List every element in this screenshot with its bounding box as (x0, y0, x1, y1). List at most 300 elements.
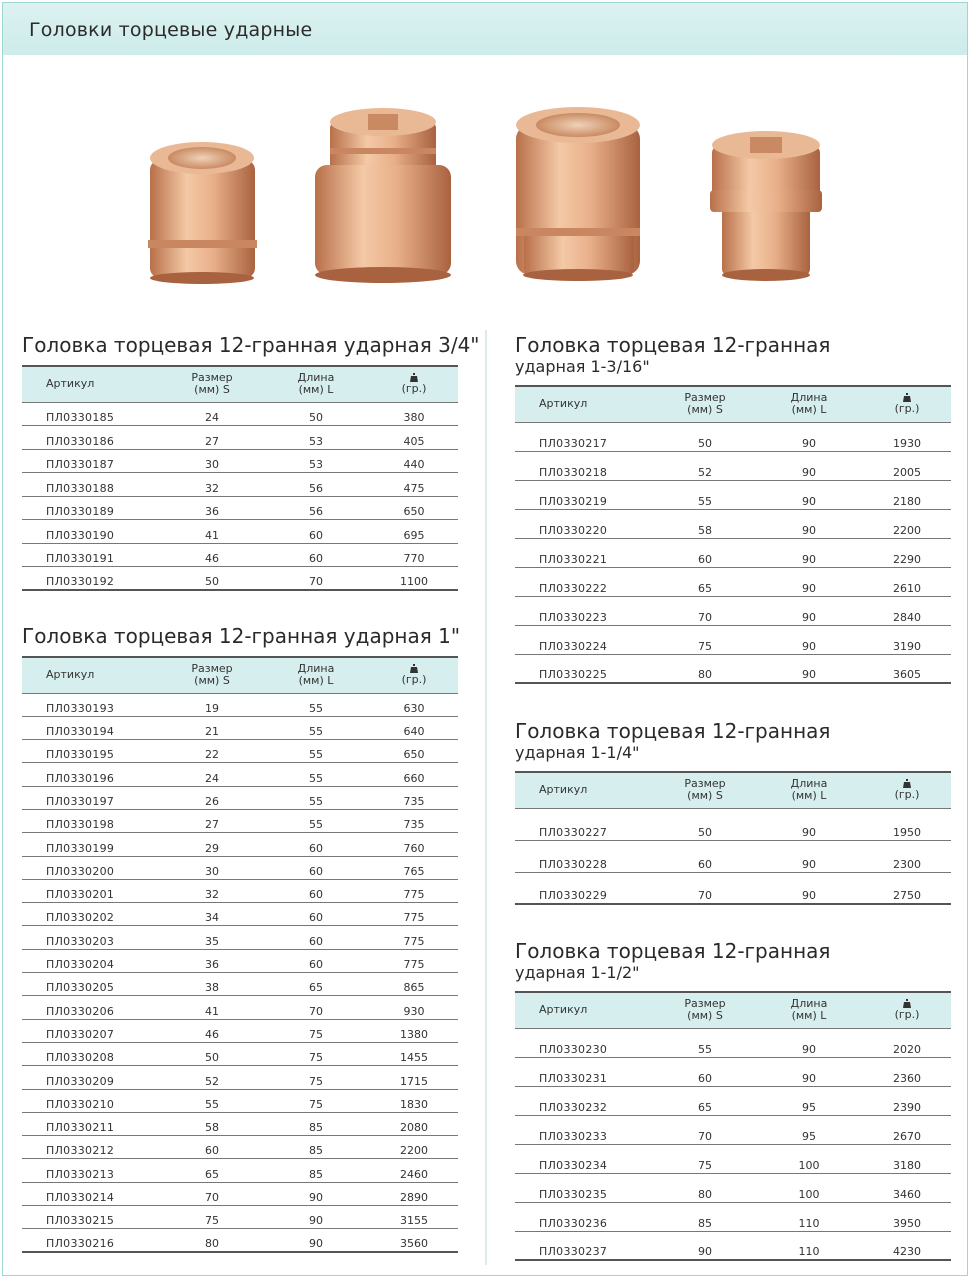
cell-length: 90 (755, 538, 863, 567)
column-header-length (755, 772, 863, 808)
cell-article: ПЛ0330205 (22, 973, 162, 996)
column-header-size-line1: Размер (684, 777, 726, 791)
weight-icon (903, 393, 911, 402)
column-divider (485, 330, 487, 1265)
cell-article: ПЛ0330236 (515, 1202, 655, 1231)
cell-size: 50 (655, 422, 755, 451)
cell-length: 90 (755, 509, 863, 538)
cell-size: 85 (655, 1202, 755, 1231)
cell-article: ПЛ0330213 (22, 1159, 162, 1182)
table-row (515, 596, 951, 625)
cell-article: ПЛ0330224 (515, 625, 655, 654)
section-socket-1 (22, 624, 460, 1253)
socket-small-square (710, 131, 822, 281)
cell-length: 85 (262, 1159, 370, 1182)
column-header-length (262, 657, 370, 693)
table-header-row (515, 992, 951, 1028)
table-row (22, 402, 458, 426)
cell-weight: 630 (370, 693, 458, 716)
cell-article: ПЛ0330230 (515, 1028, 655, 1057)
cell-length: 75 (262, 1066, 370, 1089)
cell-weight: 2610 (863, 567, 951, 596)
cell-length: 60 (262, 543, 370, 567)
weight-icon (903, 999, 911, 1008)
cell-length: 56 (262, 496, 370, 520)
section-socket-1-3-16 (515, 333, 951, 684)
cell-size: 75 (655, 625, 755, 654)
column-header-size (655, 992, 755, 1028)
cell-size: 34 (162, 903, 262, 926)
cell-article: ПЛ0330200 (22, 856, 162, 879)
page-header (3, 3, 967, 55)
cell-size: 36 (162, 949, 262, 972)
cell-size: 55 (655, 480, 755, 509)
spec-table (22, 365, 458, 591)
cell-weight: 3950 (863, 1202, 951, 1231)
cell-weight: 475 (370, 473, 458, 497)
cell-size: 46 (162, 1019, 262, 1042)
cell-weight: 2180 (863, 480, 951, 509)
cell-size: 32 (162, 879, 262, 902)
cell-size: 60 (655, 1057, 755, 1086)
cell-article: ПЛ0330189 (22, 496, 162, 520)
cell-size: 70 (162, 1182, 262, 1205)
cell-length: 90 (755, 840, 863, 872)
cell-length: 60 (262, 833, 370, 856)
cell-weight: 2750 (863, 872, 951, 904)
table-row (22, 1159, 458, 1182)
table-row (515, 1028, 951, 1057)
cell-length: 90 (755, 451, 863, 480)
cell-weight: 440 (370, 449, 458, 473)
cell-article: ПЛ0330222 (515, 567, 655, 596)
table-row (22, 856, 458, 879)
cell-article: ПЛ0330188 (22, 473, 162, 497)
cell-size: 21 (162, 716, 262, 739)
cell-weight: 405 (370, 426, 458, 450)
cell-article: ПЛ0330185 (22, 402, 162, 426)
table-row (22, 716, 458, 739)
table-row (515, 1202, 951, 1231)
table-row (515, 538, 951, 567)
cell-length: 100 (755, 1144, 863, 1173)
cell-size: 75 (655, 1144, 755, 1173)
cell-length: 95 (755, 1115, 863, 1144)
cell-length: 90 (755, 872, 863, 904)
column-header-size (655, 386, 755, 422)
cell-weight: 735 (370, 786, 458, 809)
section-subtitle: ударная 1-1/4" (515, 743, 640, 762)
table-row (515, 422, 951, 451)
column-header-size-line1: Размер (191, 371, 233, 385)
column-header-size-line2: (мм) S (687, 403, 723, 417)
cell-weight: 660 (370, 763, 458, 786)
column-header-article: Артикул (515, 772, 655, 808)
table-row (22, 567, 458, 591)
cell-weight: 4230 (863, 1231, 951, 1260)
column-header-weight-label: (гр.) (401, 673, 427, 687)
table-row (22, 996, 458, 1019)
socket-large-12pt (516, 107, 640, 281)
weight-icon (903, 779, 911, 788)
section-socket-1-1-2 (515, 939, 951, 1261)
cell-size: 80 (655, 654, 755, 683)
column-header-length-line2: (мм) L (791, 1009, 827, 1023)
weight-icon (410, 664, 418, 673)
column-header-size (162, 657, 262, 693)
cell-length: 95 (755, 1086, 863, 1115)
cell-size: 55 (162, 1089, 262, 1112)
cell-weight: 650 (370, 740, 458, 763)
section-title: Головка торцевая 12-гранная (515, 333, 831, 357)
cell-size: 19 (162, 693, 262, 716)
cell-length: 75 (262, 1019, 370, 1042)
cell-weight: 760 (370, 833, 458, 856)
cell-weight: 930 (370, 996, 458, 1019)
cell-article: ПЛ0330235 (515, 1173, 655, 1202)
spec-table (22, 656, 458, 1253)
cell-weight: 770 (370, 543, 458, 567)
column-header-weight (863, 992, 951, 1028)
cell-length: 90 (755, 422, 863, 451)
cell-article: ПЛ0330229 (515, 872, 655, 904)
column-header-size-line2: (мм) S (687, 789, 723, 803)
cell-length: 90 (755, 1057, 863, 1086)
cell-weight: 2200 (370, 1136, 458, 1159)
column-header-length (755, 386, 863, 422)
cell-length: 55 (262, 693, 370, 716)
cell-size: 65 (655, 567, 755, 596)
table-header-row (22, 657, 458, 693)
cell-weight: 2670 (863, 1115, 951, 1144)
cell-length: 55 (262, 740, 370, 763)
table-row (515, 1144, 951, 1173)
cell-size: 32 (162, 473, 262, 497)
cell-weight: 640 (370, 716, 458, 739)
socket-illustrations (0, 100, 972, 300)
cell-article: ПЛ0330194 (22, 716, 162, 739)
cell-article: ПЛ0330217 (515, 422, 655, 451)
cell-length: 110 (755, 1231, 863, 1260)
table-row (515, 1173, 951, 1202)
cell-length: 53 (262, 449, 370, 473)
cell-size: 75 (162, 1206, 262, 1229)
table-row (515, 625, 951, 654)
cell-article: ПЛ0330186 (22, 426, 162, 450)
column-header-size-line1: Размер (684, 391, 726, 405)
cell-article: ПЛ0330204 (22, 949, 162, 972)
table-row (22, 740, 458, 763)
cell-article: ПЛ0330198 (22, 809, 162, 832)
socket-small-12pt (148, 142, 257, 284)
cell-article: ПЛ0330187 (22, 449, 162, 473)
page-title: Головки торцевые ударные (29, 19, 313, 41)
cell-weight: 775 (370, 879, 458, 902)
cell-length: 90 (755, 480, 863, 509)
cell-length: 110 (755, 1202, 863, 1231)
cell-size: 41 (162, 520, 262, 544)
product-photos (0, 100, 972, 300)
cell-length: 60 (262, 879, 370, 902)
cell-length: 55 (262, 763, 370, 786)
cell-weight: 1100 (370, 567, 458, 591)
cell-length: 90 (262, 1206, 370, 1229)
column-header-article: Артикул (515, 386, 655, 422)
cell-weight: 2005 (863, 451, 951, 480)
cell-length: 75 (262, 1089, 370, 1112)
cell-size: 60 (655, 538, 755, 567)
cell-weight: 2200 (863, 509, 951, 538)
column-header-weight-label: (гр.) (894, 1008, 920, 1022)
cell-length: 55 (262, 809, 370, 832)
column-header-length-line1: Длина (790, 391, 828, 405)
cell-article: ПЛ0330234 (515, 1144, 655, 1173)
cell-size: 30 (162, 856, 262, 879)
cell-article: ПЛ0330223 (515, 596, 655, 625)
cell-size: 36 (162, 496, 262, 520)
cell-length: 90 (262, 1182, 370, 1205)
cell-size: 29 (162, 833, 262, 856)
table-header-row (515, 772, 951, 808)
cell-length: 50 (262, 402, 370, 426)
table-row (515, 1115, 951, 1144)
cell-length: 56 (262, 473, 370, 497)
cell-size: 27 (162, 426, 262, 450)
cell-weight: 2020 (863, 1028, 951, 1057)
cell-weight: 765 (370, 856, 458, 879)
cell-weight: 1715 (370, 1066, 458, 1089)
cell-size: 80 (162, 1229, 262, 1252)
table-row (22, 449, 458, 473)
column-header-length (262, 366, 370, 402)
cell-weight: 380 (370, 402, 458, 426)
cell-length: 53 (262, 426, 370, 450)
table-row (515, 451, 951, 480)
section-title: Головка торцевая 12-гранная ударная 3/4" (22, 333, 480, 357)
cell-size: 26 (162, 786, 262, 809)
spec-table (515, 991, 951, 1261)
section-subtitle: ударная 1-1/2" (515, 963, 640, 982)
cell-size: 50 (655, 808, 755, 840)
table-row (515, 1057, 951, 1086)
table-row (22, 1206, 458, 1229)
table-row (515, 509, 951, 538)
table-row (515, 808, 951, 840)
cell-size: 27 (162, 809, 262, 832)
cell-article: ПЛ0330202 (22, 903, 162, 926)
cell-article: ПЛ0330225 (515, 654, 655, 683)
column-header-size (162, 366, 262, 402)
cell-weight: 2290 (863, 538, 951, 567)
cell-weight: 2360 (863, 1057, 951, 1086)
table-row (22, 1136, 458, 1159)
table-row (22, 1019, 458, 1042)
cell-article: ПЛ0330193 (22, 693, 162, 716)
cell-weight: 3560 (370, 1229, 458, 1252)
column-header-weight-label: (гр.) (894, 788, 920, 802)
section-title: Головка торцевая 12-гранная (515, 719, 831, 743)
cell-article: ПЛ0330190 (22, 520, 162, 544)
cell-size: 60 (655, 840, 755, 872)
cell-article: ПЛ0330206 (22, 996, 162, 1019)
table-row (22, 833, 458, 856)
column-header-length-line1: Длина (297, 371, 335, 385)
table-row (515, 480, 951, 509)
column-header-article: Артикул (515, 992, 655, 1028)
cell-article: ПЛ0330220 (515, 509, 655, 538)
cell-length: 90 (755, 1028, 863, 1057)
table-row (22, 473, 458, 497)
cell-size: 24 (162, 402, 262, 426)
cell-article: ПЛ0330231 (515, 1057, 655, 1086)
table-row (22, 1182, 458, 1205)
column-header-length-line1: Длина (297, 662, 335, 676)
cell-size: 70 (655, 596, 755, 625)
cell-size: 50 (162, 567, 262, 591)
section-socket-1-1-4 (515, 719, 951, 905)
cell-weight: 3460 (863, 1173, 951, 1202)
cell-size: 58 (655, 509, 755, 538)
cell-length: 70 (262, 567, 370, 591)
cell-length: 60 (262, 856, 370, 879)
cell-weight: 1830 (370, 1089, 458, 1112)
table-row (22, 1042, 458, 1065)
table-row (515, 654, 951, 683)
cell-article: ПЛ0330208 (22, 1042, 162, 1065)
cell-size: 60 (162, 1136, 262, 1159)
cell-weight: 3605 (863, 654, 951, 683)
socket-large-square (315, 108, 451, 283)
cell-size: 58 (162, 1112, 262, 1135)
table-row (515, 567, 951, 596)
cell-article: ПЛ0330201 (22, 879, 162, 902)
table-row (22, 903, 458, 926)
cell-article: ПЛ0330216 (22, 1229, 162, 1252)
column-header-size-line1: Размер (191, 662, 233, 676)
cell-length: 60 (262, 926, 370, 949)
weight-icon (410, 373, 418, 382)
table-row (22, 426, 458, 450)
cell-weight: 2890 (370, 1182, 458, 1205)
cell-weight: 1380 (370, 1019, 458, 1042)
cell-article: ПЛ0330192 (22, 567, 162, 591)
cell-article: ПЛ0330195 (22, 740, 162, 763)
table-row (22, 693, 458, 716)
column-header-size-line2: (мм) S (194, 383, 230, 397)
cell-size: 24 (162, 763, 262, 786)
table-row (22, 809, 458, 832)
table-row (22, 1229, 458, 1252)
cell-length: 90 (755, 654, 863, 683)
cell-article: ПЛ0330215 (22, 1206, 162, 1229)
cell-weight: 2460 (370, 1159, 458, 1182)
cell-length: 90 (755, 808, 863, 840)
column-header-weight (863, 772, 951, 808)
cell-weight: 1950 (863, 808, 951, 840)
table-row (22, 786, 458, 809)
table-row (515, 1231, 951, 1260)
cell-length: 85 (262, 1112, 370, 1135)
cell-length: 60 (262, 903, 370, 926)
cell-length: 90 (755, 567, 863, 596)
table-row (22, 926, 458, 949)
cell-article: ПЛ0330211 (22, 1112, 162, 1135)
cell-length: 75 (262, 1042, 370, 1065)
section-socket-3-4 (22, 333, 480, 591)
column-header-weight (370, 657, 458, 693)
cell-article: ПЛ0330237 (515, 1231, 655, 1260)
column-header-length (755, 992, 863, 1028)
cell-size: 65 (162, 1159, 262, 1182)
cell-article: ПЛ0330232 (515, 1086, 655, 1115)
cell-article: ПЛ0330221 (515, 538, 655, 567)
table-row (515, 840, 951, 872)
column-header-length-line2: (мм) L (791, 789, 827, 803)
cell-article: ПЛ0330228 (515, 840, 655, 872)
spec-table (515, 771, 951, 905)
cell-size: 41 (162, 996, 262, 1019)
cell-article: ПЛ0330196 (22, 763, 162, 786)
cell-weight: 775 (370, 949, 458, 972)
table-row (22, 1066, 458, 1089)
cell-weight: 775 (370, 903, 458, 926)
cell-size: 90 (655, 1231, 755, 1260)
cell-weight: 2080 (370, 1112, 458, 1135)
cell-size: 30 (162, 449, 262, 473)
table-row (22, 496, 458, 520)
section-title: Головка торцевая 12-гранная ударная 1" (22, 624, 461, 648)
column-header-length-line2: (мм) L (791, 403, 827, 417)
cell-article: ПЛ0330210 (22, 1089, 162, 1112)
cell-article: ПЛ0330212 (22, 1136, 162, 1159)
cell-weight: 3155 (370, 1206, 458, 1229)
spec-table (515, 385, 951, 684)
cell-article: ПЛ0330191 (22, 543, 162, 567)
cell-article: ПЛ0330203 (22, 926, 162, 949)
cell-size: 70 (655, 872, 755, 904)
column-header-length-line1: Длина (790, 777, 828, 791)
table-row (515, 1086, 951, 1115)
section-subtitle: ударная 1-3/16" (515, 357, 650, 376)
column-header-length-line2: (мм) L (298, 674, 334, 688)
table-row (22, 763, 458, 786)
table-header-row (515, 386, 951, 422)
cell-weight: 3190 (863, 625, 951, 654)
cell-weight: 1930 (863, 422, 951, 451)
cell-length: 65 (262, 973, 370, 996)
column-header-article: Артикул (22, 366, 162, 402)
table-header-row (22, 366, 458, 402)
cell-size: 46 (162, 543, 262, 567)
cell-length: 70 (262, 996, 370, 1019)
column-header-size-line2: (мм) S (687, 1009, 723, 1023)
cell-length: 90 (755, 625, 863, 654)
cell-weight: 2300 (863, 840, 951, 872)
cell-size: 50 (162, 1042, 262, 1065)
cell-article: ПЛ0330209 (22, 1066, 162, 1089)
cell-length: 60 (262, 520, 370, 544)
cell-length: 85 (262, 1136, 370, 1159)
section-title: Головка торцевая 12-гранная (515, 939, 831, 963)
cell-article: ПЛ0330227 (515, 808, 655, 840)
cell-article: ПЛ0330219 (515, 480, 655, 509)
cell-size: 38 (162, 973, 262, 996)
cell-article: ПЛ0330218 (515, 451, 655, 480)
cell-weight: 2390 (863, 1086, 951, 1115)
cell-article: ПЛ0330214 (22, 1182, 162, 1205)
cell-length: 90 (262, 1229, 370, 1252)
cell-size: 70 (655, 1115, 755, 1144)
